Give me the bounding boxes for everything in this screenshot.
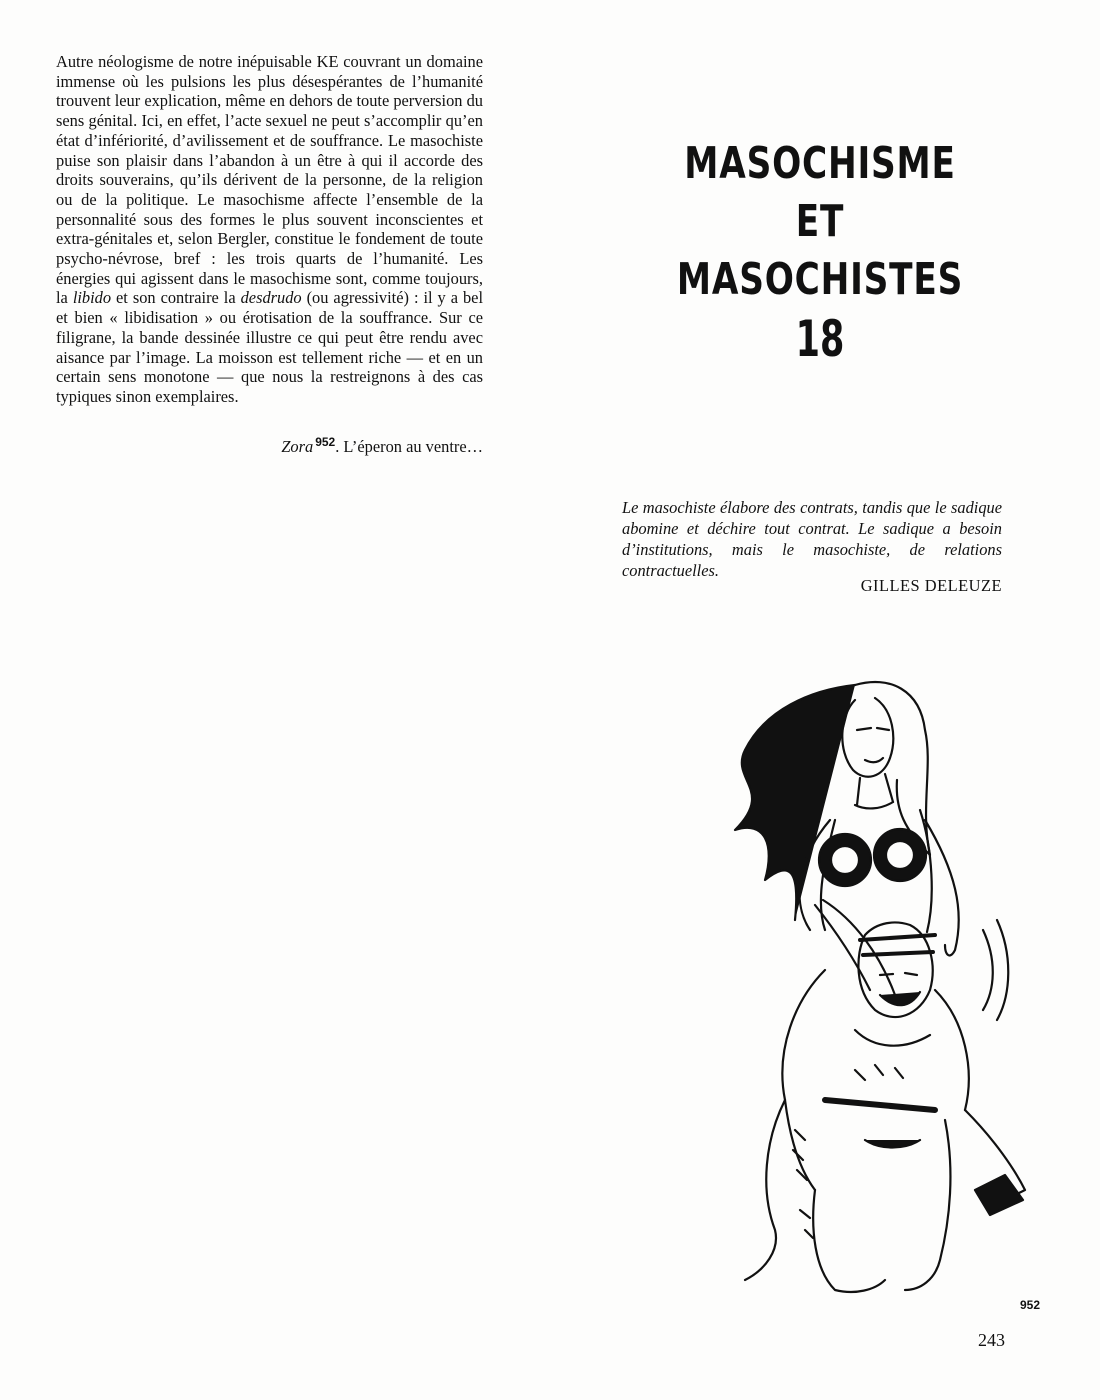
epigraph-author: GILLES DELEUZE — [860, 576, 1002, 595]
intro-term-libido: libido — [72, 288, 112, 308]
intro-text-2: et son contraire la — [111, 288, 241, 308]
intro-text-1: Autre néologisme de notre inépuisable KE couvrant un domaine immense où les pulsions les plus désespérantes de l’humanité trouvent leur explication, même en dehors de toute perversion du sens génital. Ici, en effet, l’acte sexuel ne peut s’accomplir qu’en état d’infériorité, d’avilissement et de souffrance. Le masochiste puise son plaisir dans l’abandon à un être à qui il accorde des droits souverains, qu’ils dérivent de la personne, de la religion ou de la politique. Le masochisme affecte l’ensemble de la personnalité sous des formes le plus souvent inconscientes et extra-génitales et, selon Bergler, constitue le fondement de toute psycho-névrose, bref : les trois quarts de l’humanité. Les énergies qui agissent dans le masochisme sont, comme toujours, la — [56, 52, 483, 308]
epigraph-quote: Le masochiste élabore des contrats, tandis que le sadique abomine et déchire tout contrat. Le sadique a besoin d’institutions, mais le masochiste, de relations contractuelles. — [622, 498, 1002, 580]
caption-text: . L’éperon au ventre… — [335, 437, 483, 456]
intro-text-3: (ou agressivité) : il y a bel et bien « libidisation » ou érotisation de la souffrance. Sur ce filigrane, la bande dessinée illustre ce qui peut être rendu avec aisance par l’image. La moisson est tellement riche — et en un certain sens monotone — que nous la restreignons à des cas typiques sinon exemplaires. — [56, 288, 483, 406]
chapter-title-line-1: MASOCHISME — [684, 138, 956, 189]
figure-caption — [240, 435, 483, 457]
chapter-title — [664, 135, 976, 309]
figure-number: 952 — [1020, 1298, 1041, 1312]
comic-illustration — [705, 670, 1035, 1310]
page-number: 243 — [978, 1330, 1005, 1350]
caption-figure-ref: 952 — [315, 435, 336, 449]
chapter-title-line-2: ET MASOCHISTES — [676, 196, 964, 305]
intro-paragraph — [56, 52, 483, 407]
caption-name: Zora — [281, 437, 314, 456]
chapter-number: 18 — [795, 310, 845, 368]
intro-term-desdrudo: desdrudo — [240, 288, 302, 308]
